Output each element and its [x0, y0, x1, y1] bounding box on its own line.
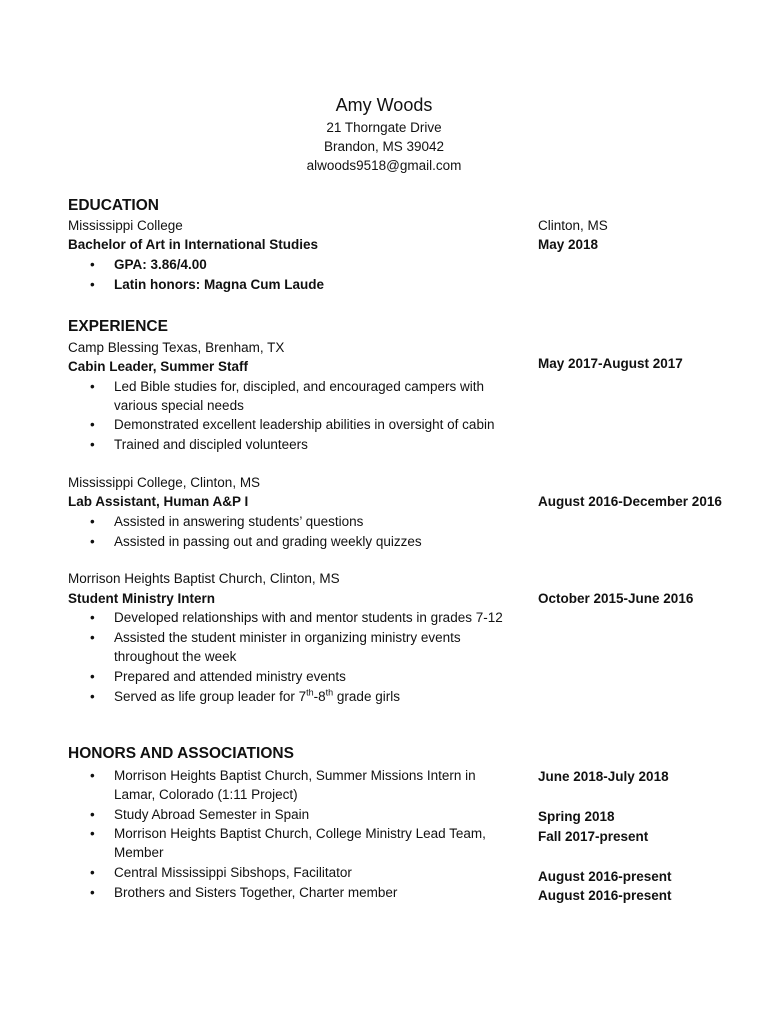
- job-bullet: Assisted in answering students’ questions: [114, 514, 364, 529]
- job-bullet: Assisted the student minister in organizing ministry events: [114, 630, 461, 645]
- job-org: Morrison Heights Baptist Church, Clinton, MS: [68, 571, 340, 586]
- education-bullet: GPA: 3.86/4.00: [114, 257, 207, 272]
- honor-item: Brothers and Sisters Together, Charter member: [114, 885, 398, 900]
- bullet-dot: •: [90, 610, 95, 625]
- job-role: Cabin Leader, Summer Staff: [68, 359, 249, 374]
- bullet-dot: •: [90, 630, 95, 645]
- job-date: October 2015-June 2016: [538, 591, 694, 606]
- job-bullet: Led Bible studies for, discipled, and encouraged campers with: [114, 379, 484, 394]
- job-org: Camp Blessing Texas, Brenham, TX: [68, 340, 285, 355]
- address-city: Brandon, MS 39042: [323, 139, 445, 154]
- section-experience-title: EXPERIENCE: [68, 318, 168, 335]
- bullet-dot: •: [90, 534, 95, 549]
- honor-date: Fall 2017-present: [538, 829, 649, 844]
- bullet-dot: •: [90, 768, 95, 783]
- bullet-dot: •: [90, 277, 95, 292]
- job-bullet-continued: throughout the week: [114, 649, 237, 664]
- education-bullet: Latin honors: Magna Cum Laude: [114, 277, 325, 292]
- honor-item: Morrison Heights Baptist Church, College Ministry Lead Team,: [114, 826, 486, 841]
- honor-date: June 2018-July 2018: [538, 769, 669, 784]
- job-role: Lab Assistant, Human A&P I: [68, 494, 249, 509]
- job-role: Student Ministry Intern: [68, 591, 216, 606]
- bullet-dot: •: [90, 257, 95, 272]
- education-school: Mississippi College: [68, 218, 183, 233]
- honor-date: Spring 2018: [538, 809, 615, 824]
- resume-name: Amy Woods: [335, 95, 433, 115]
- bullet-dot: •: [90, 514, 95, 529]
- job-bullet: Trained and discipled volunteers: [114, 437, 308, 452]
- bullet-dot: •: [90, 379, 95, 394]
- bullet-dot: •: [90, 689, 95, 704]
- job-date: May 2017-August 2017: [538, 356, 683, 371]
- job-bullet: Prepared and attended ministry events: [114, 669, 346, 684]
- bullet-dot: •: [90, 826, 95, 841]
- bullet-dot: •: [90, 417, 95, 432]
- education-degree: Bachelor of Art in International Studies: [68, 237, 319, 252]
- honor-item: Central Mississippi Sibshops, Facilitator: [114, 865, 352, 880]
- address-street: 21 Thorngate Drive: [326, 120, 442, 135]
- honor-item: Study Abroad Semester in Spain: [114, 807, 310, 822]
- job-bullet-grade-girls: Served as life group leader for 7th-8th grade girls: [114, 687, 400, 704]
- section-honors-title: HONORS AND ASSOCIATIONS: [68, 745, 294, 762]
- job-bullet: Developed relationships with and mentor students in grades 7-12: [114, 610, 503, 625]
- bullet-dot: •: [90, 885, 95, 900]
- bullet-dot: •: [90, 669, 95, 684]
- job-date: August 2016-December 2016: [538, 494, 722, 509]
- education-location: Clinton, MS: [538, 218, 608, 233]
- honor-item: Morrison Heights Baptist Church, Summer Missions Intern in: [114, 768, 476, 783]
- job-bullet: Demonstrated excellent leadership abilities in oversight of cabin: [114, 417, 495, 432]
- honor-date: August 2016-present: [538, 888, 672, 903]
- email: alwoods9518@gmail.com: [306, 158, 462, 173]
- bullet-dot: •: [90, 807, 95, 822]
- honor-item-continued: Member: [114, 845, 164, 860]
- bullet-dot: •: [90, 865, 95, 880]
- job-bullet-continued: various special needs: [114, 398, 244, 413]
- honor-item-continued: Lamar, Colorado (1:11 Project): [114, 787, 298, 802]
- bullet-dot: •: [90, 437, 95, 452]
- education-date: May 2018: [538, 237, 599, 252]
- honor-date: August 2016-present: [538, 869, 672, 884]
- section-education-title: EDUCATION: [68, 197, 159, 214]
- job-bullet: Assisted in passing out and grading weekly quizzes: [114, 534, 422, 549]
- job-org: Mississippi College, Clinton, MS: [68, 475, 261, 490]
